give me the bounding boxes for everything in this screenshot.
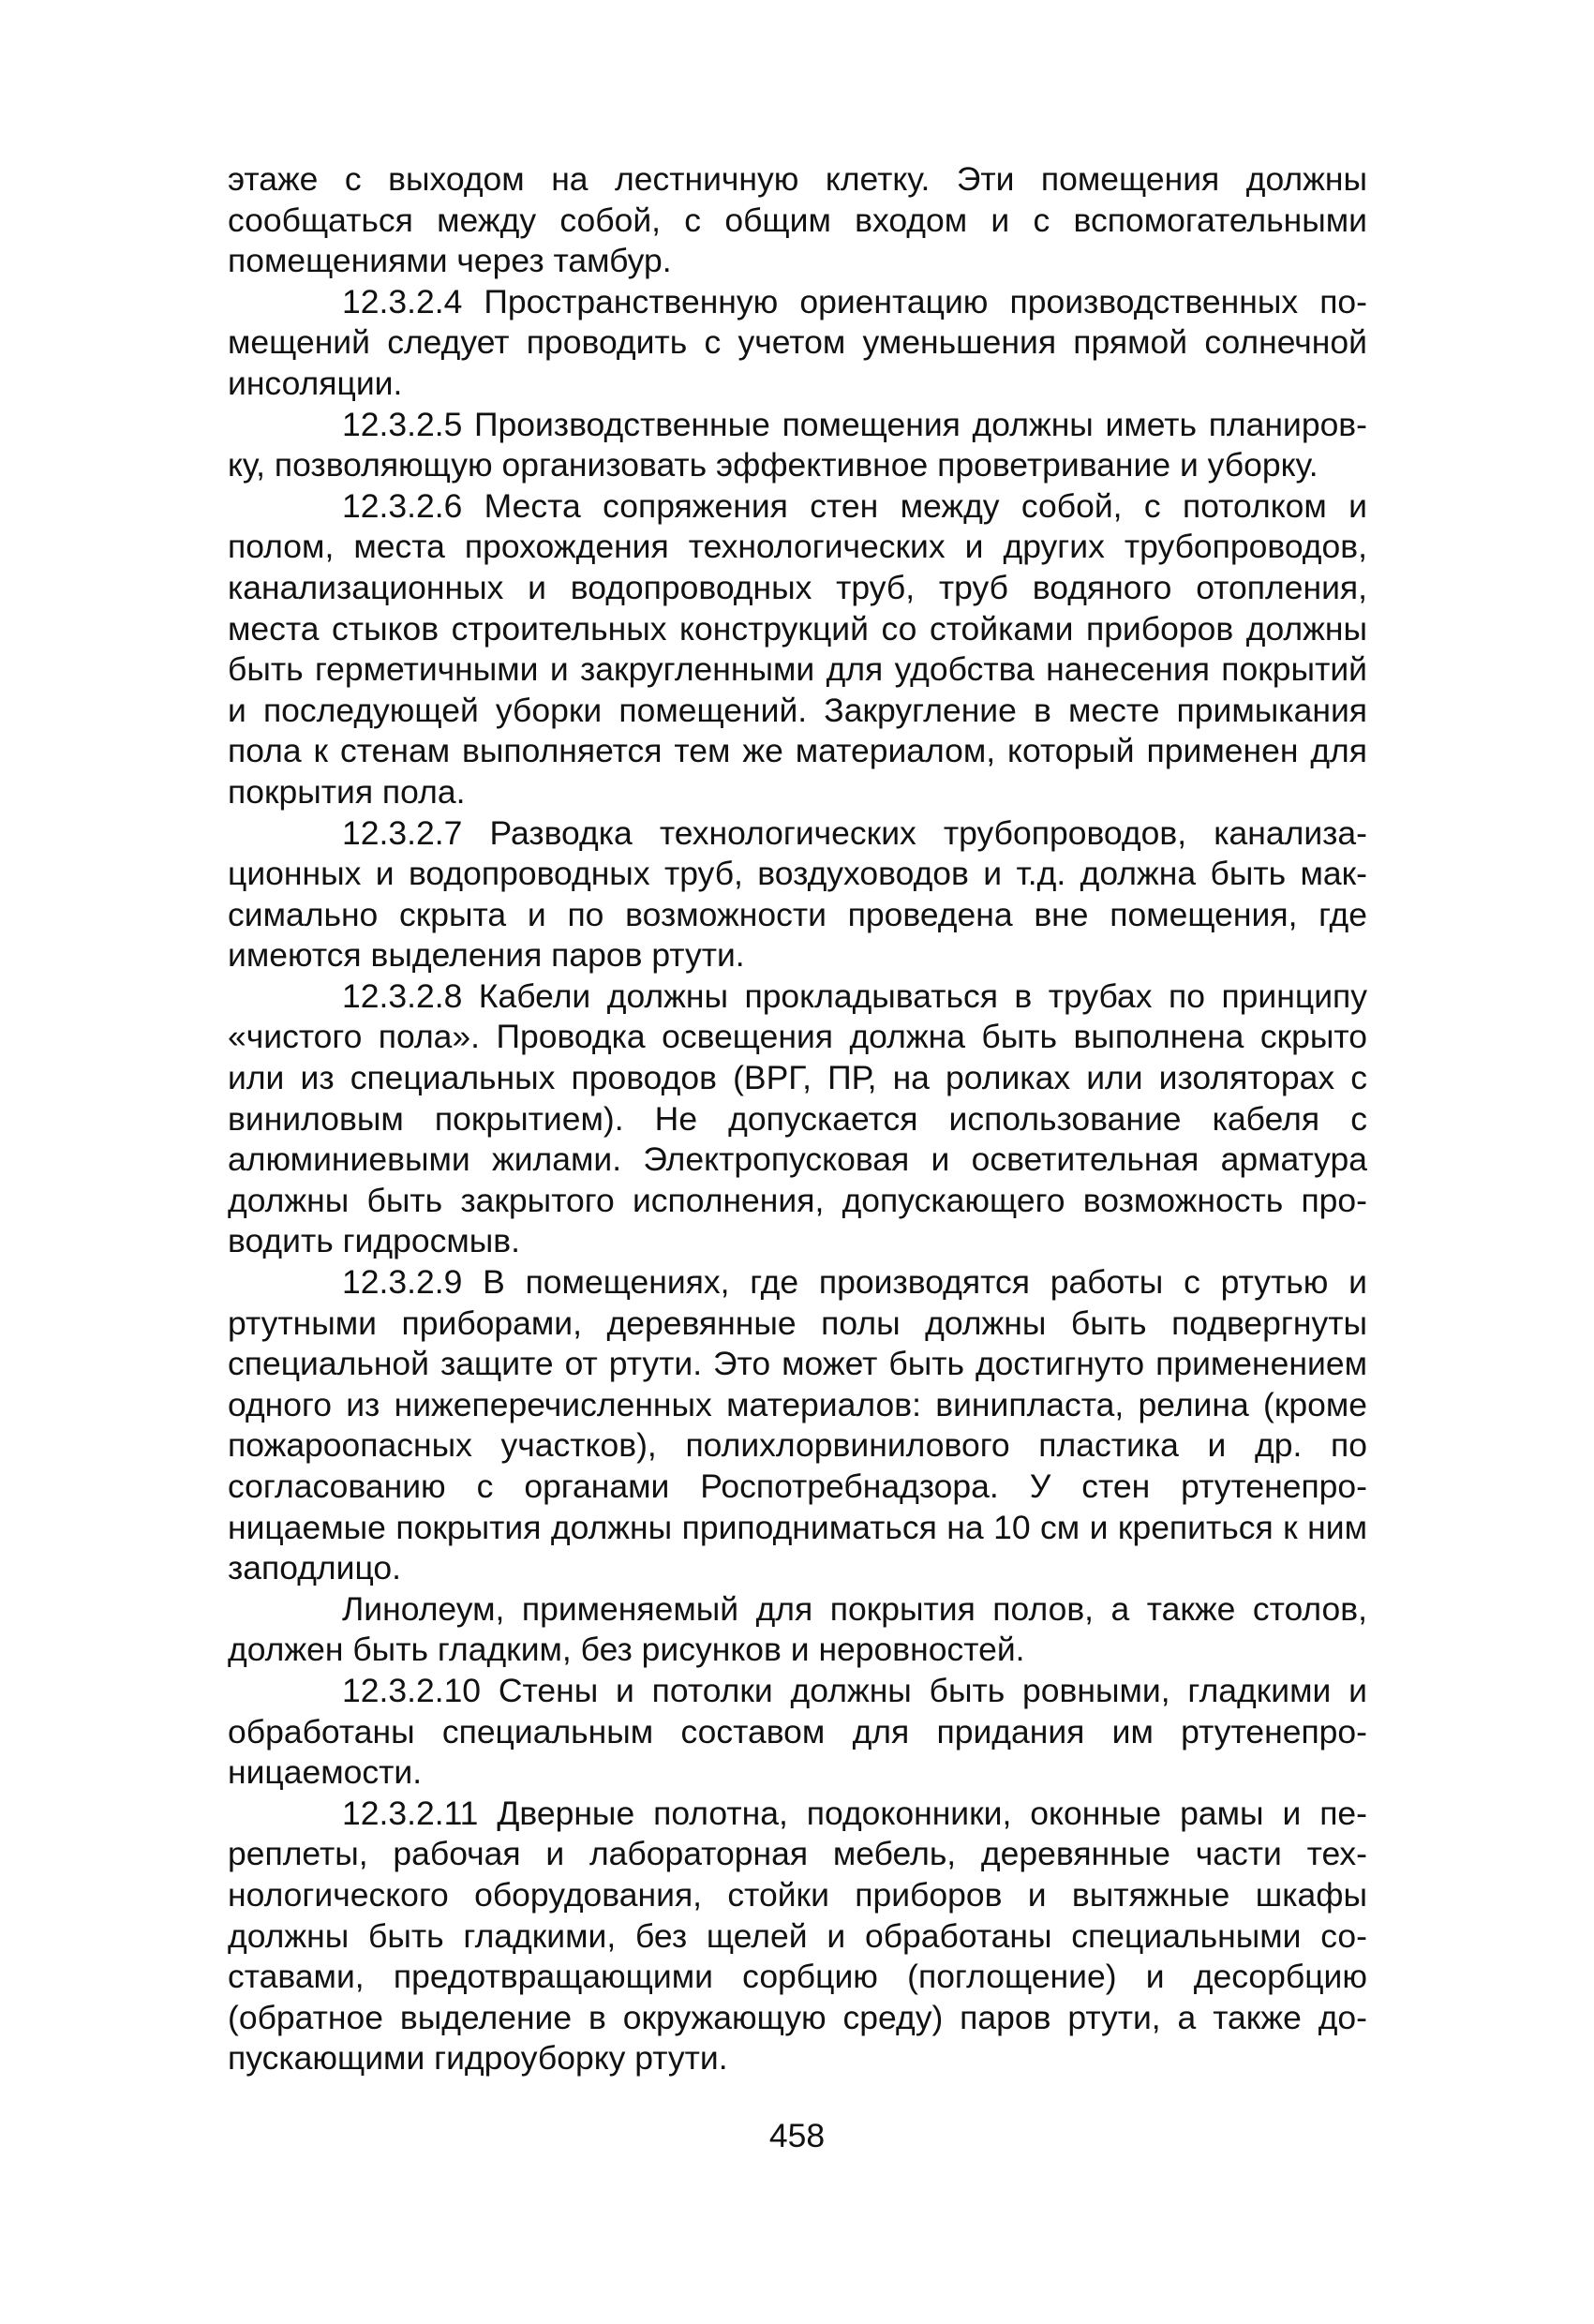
paragraph-12-3-2-4: 12.3.2.4 Пространственную ориентацию производственных помещений следует проводить с учетом уменьшения прямой солнечной инсоляции. [228,282,1367,402]
paragraph-12-3-2-7: 12.3.2.7 Разводка технологических трубопроводов, канализационных и водопроводных труб, воздуховодов и т.д. должна быть максимально скрыта и по возможности проведена вне помещения, где имеются выделения паров ртути. [228,813,1367,975]
paragraph-12-3-2-8: 12.3.2.8 Кабели должны прокладываться в трубах по принципу «чистого пола». Проводка освещения должна быть выполнена скрыто или из специальных проводов (ВРГ, ПР, на роликах или изоляторах с виниловым покрытием). Не допускается использование кабеля с алюминиевыми жилами. Электропусковая и осветительная арматура должны быть закрытого исполнения, допускающего возможность проводить гидросмыв. [228,976,1367,1260]
paragraph-continuation: этаже с выходом на лестничную клетку. Эти помещения должны сообщаться между собой, с общим входом и с вспомогательными помещениями через тамбур. [228,160,1367,280]
page-number: 458 [768,2117,826,2154]
paragraph-12-3-2-10: 12.3.2.10 Стены и потолки должны быть ровными, гладкими и обработаны специальным составом для придания им ртутенепроницаемости. [228,1671,1367,1792]
paragraph-linoleum: Линолеум, применяемый для покрытия полов, а также столов, должен быть гладким, без рисунков и неровностей. [228,1589,1367,1669]
page-body [228,159,1367,2079]
paragraph-12-3-2-5: 12.3.2.5 Производственные помещения должны иметь планировку, позволяющую организовать эффективное проветривание и уборку. [228,405,1367,484]
paragraph-12-3-2-9: 12.3.2.9 В помещениях, где производятся работы с ртутью и ртутными приборами, деревянные полы должны быть подвергнуты специальной защите от ртути. Это может быть достигнуто применением одного из нижеперечисленных материалов: винипласта, релина (кроме пожароопасных участков), полихлорвинилового пластика и др. по согласованию с органами Роспотребнадзора. У стен ртутенепроницаемые покрытия должны приподниматься на 10 см и крепиться к ним заподлицо. [228,1263,1367,1587]
paragraph-12-3-2-11: 12.3.2.11 Дверные полотна, подоконники, оконные рамы и переплеты, рабочая и лабораторная мебель, деревянные части технологического оборудования, стойки приборов и вытяжные шкафы должны быть гладкими, без щелей и обработаны специальными составами, предотвращающими сорбцию (поглощение) и десорбцию (обратное выделение в окружающую среду) паров ртути, а также допускающими гидроуборку ртути. [228,1794,1367,2078]
paragraph-12-3-2-6: 12.3.2.6 Места сопряжения стен между собой, с потолком и полом, места прохождения технологических и других трубопроводов, канализационных и водопроводных труб, труб водяного отопления, места стыков строительных конструкций со стойками приборов должны быть герметичными и закругленными для удобства нанесения покрытий и последующей уборки помещений. Закругление в месте примыкания пола к стенам выполняется тем же материалом, который применен для покрытия пола. [228,486,1367,811]
